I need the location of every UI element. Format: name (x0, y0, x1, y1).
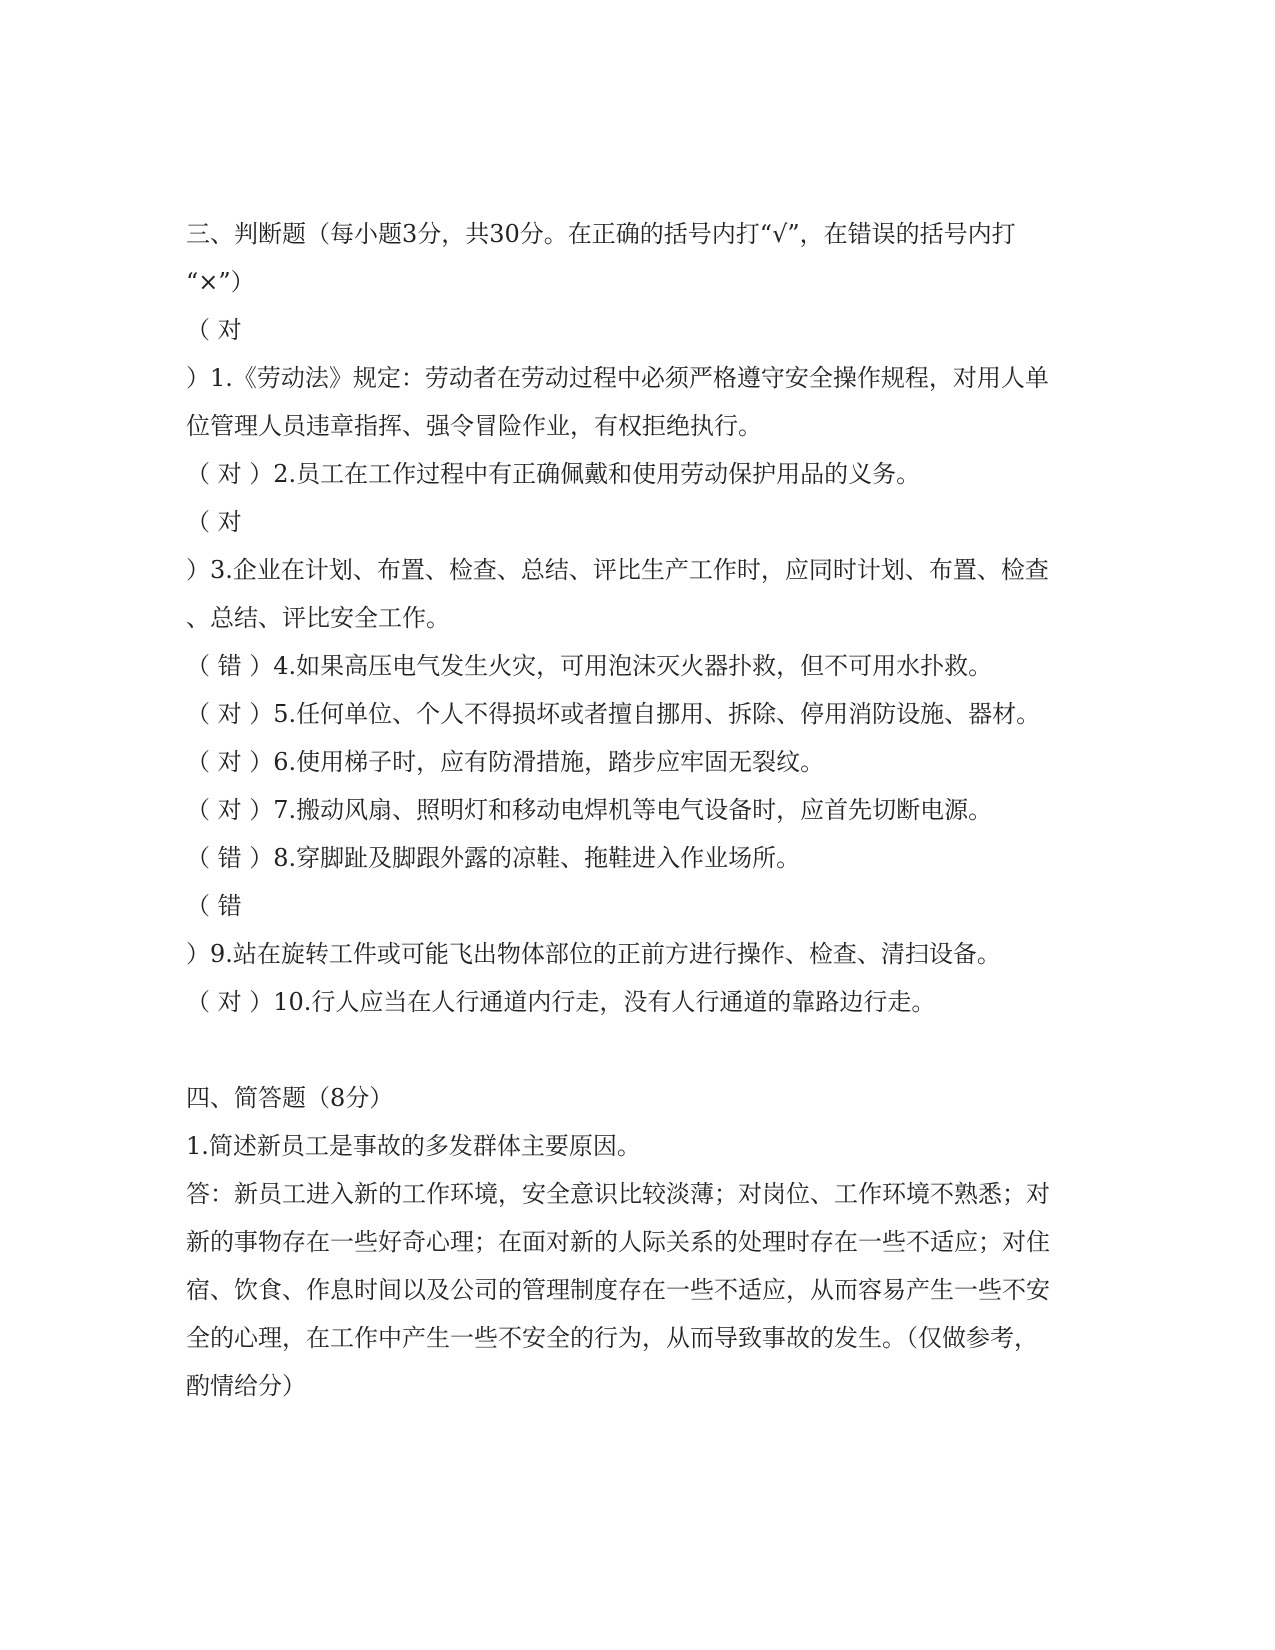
q9-mark: （ 错 (186, 892, 242, 920)
q8-text: （ 错 ）8.穿脚趾及脚跟外露的凉鞋、拖鞋进入作业场所。 (186, 844, 801, 872)
q3-text: ）3.企业在计划、布置、检查、总结、评比生产工作时，应同时计划、布置、检查 (186, 556, 1049, 584)
q4-text: （ 错 ）4.如果高压电气发生火灾，可用泡沫灭火器扑救，但不可用水扑救。 (186, 652, 993, 680)
answer-line: 新的事物存在一些好奇心理；在面对新的人际关系的处理时存在一些不适应；对住 (186, 1228, 1050, 1256)
q7-text: （ 对 ）7.搬动风扇、照明灯和移动电焊机等电气设备时，应首先切断电源。 (186, 796, 993, 824)
answer-line: 宿、饮食、作息时间以及公司的管理制度存在一些不适应，从而容易产生一些不安 (186, 1276, 1050, 1304)
section3-heading: 三、判断题（每小题3分，共30分。在正确的括号内打“√”，在错误的括号内打 (186, 220, 1016, 248)
answer-line: 酌情给分） (186, 1372, 306, 1400)
answer-line: 答：新员工进入新的工作环境，安全意识比较淡薄；对岗位、工作环境不熟悉；对 (186, 1180, 1050, 1208)
section4-heading: 四、简答题（8分） (186, 1084, 394, 1112)
section4-question: 1.简述新员工是事故的多发群体主要原因。 (186, 1132, 641, 1160)
q1-text-cont: 位管理人员违章指挥、强令冒险作业，有权拒绝执行。 (186, 412, 762, 440)
q5-text: （ 对 ）5.任何单位、个人不得损坏或者擅自挪用、拆除、停用消防设施、器材。 (186, 700, 1041, 728)
q9-text: ）9.站在旋转工件或可能飞出物体部位的正前方进行操作、检查、清扫设备。 (186, 940, 1001, 968)
answer-line: 全的心理，在工作中产生一些不安全的行为，从而导致事故的发生。（仅做参考， (186, 1324, 1038, 1352)
q10-text: （ 对 ）10.行人应当在人行通道内行走，没有人行通道的靠路边行走。 (186, 988, 936, 1016)
q3-text-cont: 、总结、评比安全工作。 (186, 604, 450, 632)
q6-text: （ 对 ）6.使用梯子时，应有防滑措施，踏步应牢固无裂纹。 (186, 748, 825, 776)
section-spacer (186, 1026, 1086, 1074)
q2-text: （ 对 ）2.员工在工作过程中有正确佩戴和使用劳动保护用品的义务。 (186, 460, 921, 488)
q1-text: ）1.《劳动法》规定：劳动者在劳动过程中必须严格遵守安全操作规程，对用人单 (186, 364, 1049, 392)
section3-heading-cont: “×”） (186, 268, 255, 296)
q3-mark: （ 对 (186, 508, 242, 536)
q1-mark: （ 对 (186, 316, 242, 344)
document-body (186, 210, 1086, 1410)
